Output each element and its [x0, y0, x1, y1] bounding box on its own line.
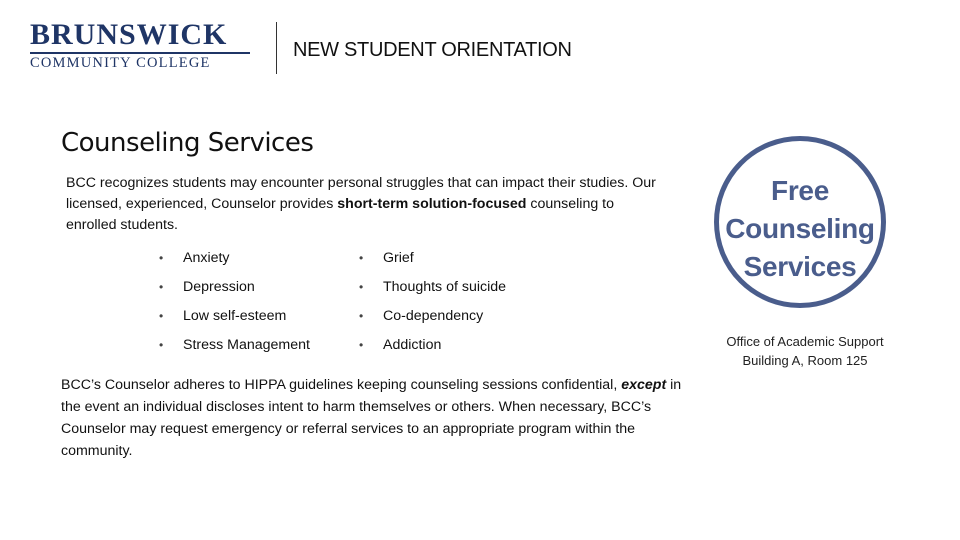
bullet-icon: •	[159, 338, 164, 352]
confidentiality-paragraph	[61, 374, 701, 462]
list-item	[159, 306, 310, 335]
office-location	[700, 332, 910, 370]
list-item	[159, 277, 310, 306]
bullet-icon: •	[159, 280, 164, 294]
college-logo	[30, 20, 252, 71]
list-item	[359, 248, 506, 277]
list-item-label: Thoughts of suicide	[383, 279, 507, 295]
list-item	[359, 335, 506, 364]
logo-wordmark-bottom: COMMUNITY COLLEGE	[30, 55, 211, 71]
list-item	[359, 306, 506, 335]
topics-list-left	[159, 248, 310, 364]
intro-paragraph	[66, 173, 666, 236]
header-title: NEW STUDENT ORIENTATION	[293, 39, 572, 61]
policy-text-1: BCC’s Counselor adheres to HIPPA guidelines keeping counseling sessions confidential,	[61, 377, 622, 393]
intro-text-1: BCC recognizes students may encounter personal struggles that can impact their studies. Our licensed, experienced, Counselor provides	[66, 175, 656, 212]
logo-rule	[30, 52, 250, 54]
intro-text-2: counseling to enrolled students.	[66, 196, 615, 233]
bullet-icon: •	[159, 251, 164, 265]
list-item-label: Addiction	[383, 337, 442, 353]
list-item-label: Grief	[383, 250, 414, 266]
bullet-icon: •	[359, 309, 364, 323]
bullet-icon: •	[359, 251, 364, 265]
list-item-label: Stress Management	[183, 337, 310, 353]
intro-bold-text: short-term solution-focused	[337, 196, 527, 212]
list-item-label: Depression	[183, 279, 255, 295]
policy-text-2: in the event an individual discloses intent to harm themselves or others. When necessary, BCC’s Counselor may request emergency or referral services to an appropriate program within the community.	[61, 377, 682, 459]
free-counseling-badge	[714, 136, 886, 308]
topics-list-right	[359, 248, 506, 364]
bullet-icon: •	[159, 309, 164, 323]
policy-emphasis: except	[621, 377, 667, 393]
badge-line-3: Services	[743, 251, 857, 282]
list-item	[159, 248, 310, 277]
badge-line-2: Counseling	[725, 213, 875, 244]
office-name: Office of Academic Support	[726, 334, 884, 349]
page-title: Counseling Services	[61, 128, 314, 158]
header-divider	[276, 22, 277, 74]
bullet-icon: •	[359, 338, 364, 352]
list-item	[359, 277, 506, 306]
list-item-label: Low self-esteem	[183, 308, 287, 324]
badge-line-1: Free	[771, 175, 829, 206]
bullet-icon: •	[359, 280, 364, 294]
list-item-label: Anxiety	[183, 250, 230, 266]
office-room: Building A, Room 125	[742, 353, 868, 368]
list-item-label: Co-dependency	[383, 308, 484, 324]
logo-wordmark-top: BRUNSWICK	[30, 18, 228, 51]
list-item	[159, 335, 310, 364]
